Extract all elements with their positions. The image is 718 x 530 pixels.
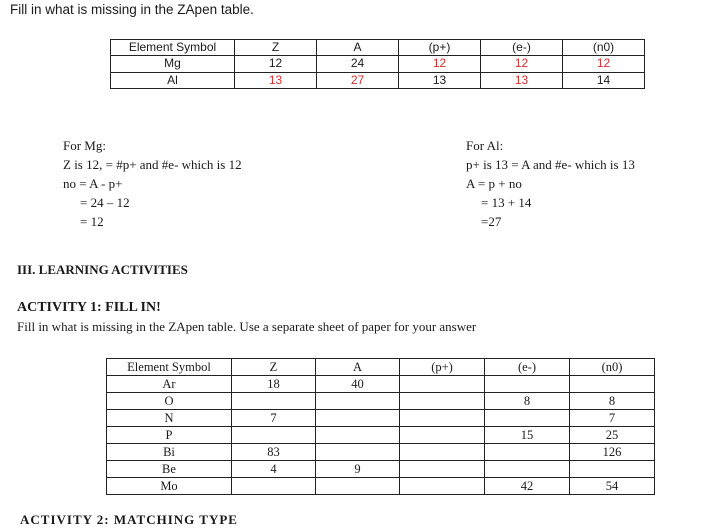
cell-p (400, 393, 485, 410)
cell-z: 83 (232, 444, 316, 461)
cell-z: 12 (235, 56, 317, 72)
cell-a (316, 444, 400, 461)
cell-p (400, 410, 485, 427)
cell-n: 54 (570, 478, 655, 495)
for-mg-line: = 12 (80, 214, 104, 229)
activity-title: ACTIVITY 1: FILL IN! (17, 300, 161, 315)
cell-n: 126 (570, 444, 655, 461)
header-electrons: (e-) (481, 40, 563, 56)
next-heading-text: ACTIVITY 2: MATCHING TYPE (20, 512, 238, 527)
cell-symbol: N (107, 410, 232, 427)
for-al-line: p+ is 13 = A and #e- which is 13 (466, 157, 635, 172)
cell-n (570, 461, 655, 478)
cell-e (485, 461, 570, 478)
table-row (107, 427, 655, 444)
cell-symbol: P (107, 427, 232, 444)
table-row (107, 461, 655, 478)
cell-symbol: Mg (111, 56, 235, 72)
table-row (111, 72, 645, 88)
cell-a: 27 (317, 72, 399, 88)
cell-a (316, 427, 400, 444)
cell-n: 25 (570, 427, 655, 444)
cell-p (400, 461, 485, 478)
cell-z: 4 (232, 461, 316, 478)
cell-symbol: O (107, 393, 232, 410)
header-z: Z (232, 359, 316, 376)
for-mg-line: = 24 – 12 (80, 195, 130, 210)
for-mg-line: no = A - p+ (63, 176, 123, 191)
cell-n: 14 (563, 72, 645, 88)
cell-n: 12 (563, 56, 645, 72)
cell-p (400, 427, 485, 444)
cell-z (232, 478, 316, 495)
table-row (107, 376, 655, 393)
cell-n (570, 376, 655, 393)
cell-a: 9 (316, 461, 400, 478)
cell-symbol: Al (111, 72, 235, 88)
cell-e: 12 (481, 56, 563, 72)
cell-a (316, 393, 400, 410)
header-element-symbol: Element Symbol (107, 359, 232, 376)
table-header-row (107, 359, 655, 376)
header-element-symbol: Element Symbol (111, 40, 235, 56)
cell-a: 24 (317, 56, 399, 72)
cell-a: 40 (316, 376, 400, 393)
cell-z: 18 (232, 376, 316, 393)
for-al-heading: For Al: (466, 138, 504, 153)
cell-symbol: Be (107, 461, 232, 478)
header-a: A (316, 359, 400, 376)
top-instruction: Fill in what is missing in the ZApen table. (10, 2, 254, 17)
cell-e: 15 (485, 427, 570, 444)
cell-e (485, 444, 570, 461)
header-protons: (p+) (399, 40, 481, 56)
cell-a (316, 478, 400, 495)
cell-z: 13 (235, 72, 317, 88)
for-mg-line: Z is 12, = #p+ and #e- which is 12 (63, 157, 242, 172)
cell-a (316, 410, 400, 427)
table-row (107, 393, 655, 410)
table-row (107, 478, 655, 495)
for-al-line: A = p + no (466, 176, 522, 191)
cell-p: 12 (399, 56, 481, 72)
cell-p: 13 (399, 72, 481, 88)
cell-p (400, 478, 485, 495)
cell-e: 13 (481, 72, 563, 88)
header-electrons: (e-) (485, 359, 570, 376)
cell-symbol: Ar (107, 376, 232, 393)
cell-n: 7 (570, 410, 655, 427)
cell-symbol: Mo (107, 478, 232, 495)
zapen-table-example (110, 39, 645, 89)
cell-z: 7 (232, 410, 316, 427)
for-al-line: =27 (481, 214, 502, 229)
header-protons: (p+) (400, 359, 485, 376)
cell-z (232, 393, 316, 410)
cell-symbol: Bi (107, 444, 232, 461)
header-neutrons: (n0) (563, 40, 645, 56)
table-row (107, 410, 655, 427)
section-heading: III. LEARNING ACTIVITIES (17, 262, 188, 277)
cell-z (232, 427, 316, 444)
header-a: A (317, 40, 399, 56)
cell-e (485, 376, 570, 393)
header-z: Z (235, 40, 317, 56)
cell-n: 8 (570, 393, 655, 410)
activity-instruction: Fill in what is missing in the ZApen table. Use a separate sheet of paper for your answer (17, 319, 477, 334)
cell-e: 42 (485, 478, 570, 495)
cell-e: 8 (485, 393, 570, 410)
for-mg-heading: For Mg: (63, 138, 106, 153)
next-heading-cutoff (20, 512, 270, 530)
table-header-row (111, 40, 645, 56)
cell-e (485, 410, 570, 427)
cell-p (400, 444, 485, 461)
header-neutrons: (n0) (570, 359, 655, 376)
table-row (107, 444, 655, 461)
for-al-line: = 13 + 14 (481, 195, 532, 210)
zapen-table-activity (106, 358, 655, 495)
cell-p (400, 376, 485, 393)
table-row (111, 56, 645, 72)
